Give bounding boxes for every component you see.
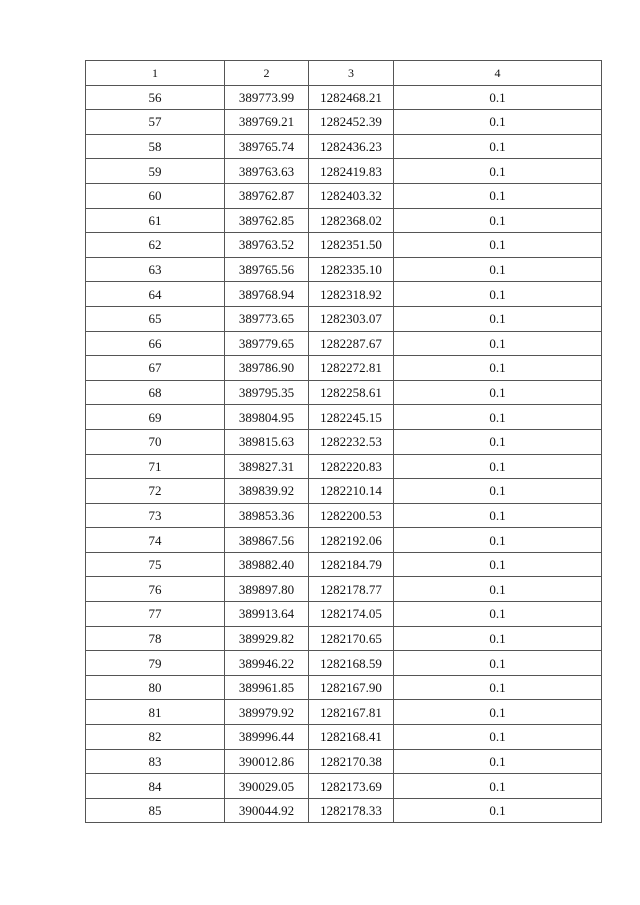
table-cell-col4: 0.1 (394, 454, 602, 479)
table-row (86, 356, 602, 381)
table-cell-col2: 390029.05 (225, 774, 309, 799)
table-cell-col1: 78 (86, 626, 225, 651)
table-cell-col1: 77 (86, 602, 225, 627)
table-cell-col3: 1282192.06 (309, 528, 394, 553)
table-row (86, 380, 602, 405)
table-cell-col3: 1282245.15 (309, 405, 394, 430)
table-cell-col4: 0.1 (394, 183, 602, 208)
table-cell-col4: 0.1 (394, 159, 602, 184)
table-cell-col2: 389815.63 (225, 429, 309, 454)
table-cell-col4: 0.1 (394, 85, 602, 110)
table-cell-col3: 1282335.10 (309, 257, 394, 282)
table-cell-col4: 0.1 (394, 651, 602, 676)
table-cell-col1: 84 (86, 774, 225, 799)
table-cell-col3: 1282303.07 (309, 306, 394, 331)
table-cell-col2: 389762.87 (225, 183, 309, 208)
table-cell-col3: 1282168.41 (309, 725, 394, 750)
table-cell-col4: 0.1 (394, 725, 602, 750)
table-cell-col2: 389946.22 (225, 651, 309, 676)
table-cell-col2: 389913.64 (225, 602, 309, 627)
table-cell-col3: 1282258.61 (309, 380, 394, 405)
table-cell-col4: 0.1 (394, 356, 602, 381)
table-cell-col4: 0.1 (394, 675, 602, 700)
table-header-row (86, 61, 602, 86)
table-row (86, 577, 602, 602)
table-cell-col3: 1282318.92 (309, 282, 394, 307)
table-cell-col2: 389996.44 (225, 725, 309, 750)
table-cell-col4: 0.1 (394, 429, 602, 454)
table-cell-col2: 389839.92 (225, 479, 309, 504)
table-cell-col1: 64 (86, 282, 225, 307)
table-cell-col3: 1282368.02 (309, 208, 394, 233)
table-cell-col3: 1282272.81 (309, 356, 394, 381)
column-header-1: 1 (86, 61, 225, 86)
table-cell-col1: 71 (86, 454, 225, 479)
table-cell-col1: 85 (86, 798, 225, 823)
table-cell-col4: 0.1 (394, 749, 602, 774)
table-cell-col1: 74 (86, 528, 225, 553)
table-cell-col3: 1282351.50 (309, 233, 394, 258)
table-cell-col2: 389762.85 (225, 208, 309, 233)
table-row (86, 134, 602, 159)
table-cell-col2: 390012.86 (225, 749, 309, 774)
table-cell-col2: 389853.36 (225, 503, 309, 528)
table-cell-col3: 1282220.83 (309, 454, 394, 479)
table-cell-col4: 0.1 (394, 503, 602, 528)
table-row (86, 626, 602, 651)
table-cell-col4: 0.1 (394, 134, 602, 159)
table-row (86, 306, 602, 331)
table-row (86, 159, 602, 184)
table-cell-col4: 0.1 (394, 528, 602, 553)
table-cell-col3: 1282468.21 (309, 85, 394, 110)
table-cell-col3: 1282200.53 (309, 503, 394, 528)
table-cell-col2: 389882.40 (225, 552, 309, 577)
column-header-2: 2 (225, 61, 309, 86)
table-cell-col3: 1282403.32 (309, 183, 394, 208)
table-row (86, 503, 602, 528)
table-cell-col2: 389773.65 (225, 306, 309, 331)
table-cell-col4: 0.1 (394, 257, 602, 282)
table-row (86, 479, 602, 504)
table-row (86, 85, 602, 110)
table-cell-col4: 0.1 (394, 331, 602, 356)
table-cell-col1: 60 (86, 183, 225, 208)
column-header-3: 3 (309, 61, 394, 86)
table-cell-col3: 1282168.59 (309, 651, 394, 676)
table-cell-col3: 1282210.14 (309, 479, 394, 504)
table-cell-col2: 389765.74 (225, 134, 309, 159)
table-cell-col1: 63 (86, 257, 225, 282)
table-cell-col2: 390044.92 (225, 798, 309, 823)
table-row (86, 233, 602, 258)
table-cell-col2: 389867.56 (225, 528, 309, 553)
table-cell-col1: 82 (86, 725, 225, 750)
table-cell-col2: 389768.94 (225, 282, 309, 307)
table-row (86, 798, 602, 823)
table-cell-col1: 59 (86, 159, 225, 184)
table-cell-col1: 81 (86, 700, 225, 725)
table-cell-col2: 389769.21 (225, 110, 309, 135)
table-cell-col3: 1282452.39 (309, 110, 394, 135)
table-row (86, 257, 602, 282)
table-row (86, 725, 602, 750)
table-row (86, 602, 602, 627)
table-cell-col1: 61 (86, 208, 225, 233)
table-cell-col2: 389779.65 (225, 331, 309, 356)
table-cell-col1: 79 (86, 651, 225, 676)
table-cell-col2: 389827.31 (225, 454, 309, 479)
table-cell-col1: 72 (86, 479, 225, 504)
table-cell-col3: 1282167.90 (309, 675, 394, 700)
table-row (86, 110, 602, 135)
table-cell-col4: 0.1 (394, 306, 602, 331)
table-cell-col1: 83 (86, 749, 225, 774)
table-cell-col4: 0.1 (394, 405, 602, 430)
table-cell-col3: 1282167.81 (309, 700, 394, 725)
table-row (86, 331, 602, 356)
table-cell-col1: 58 (86, 134, 225, 159)
table-row (86, 183, 602, 208)
table-cell-col1: 62 (86, 233, 225, 258)
table-body (86, 61, 602, 823)
table-cell-col2: 389979.92 (225, 700, 309, 725)
table-cell-col1: 66 (86, 331, 225, 356)
table-cell-col3: 1282232.53 (309, 429, 394, 454)
table-cell-col2: 389929.82 (225, 626, 309, 651)
table-cell-col1: 56 (86, 85, 225, 110)
table-cell-col4: 0.1 (394, 233, 602, 258)
table-row (86, 282, 602, 307)
table-cell-col1: 70 (86, 429, 225, 454)
table-cell-col3: 1282287.67 (309, 331, 394, 356)
table-row (86, 552, 602, 577)
table-cell-col2: 389765.56 (225, 257, 309, 282)
table-cell-col4: 0.1 (394, 774, 602, 799)
table-cell-col4: 0.1 (394, 110, 602, 135)
table-cell-col3: 1282184.79 (309, 552, 394, 577)
table-cell-col4: 0.1 (394, 602, 602, 627)
table-cell-col4: 0.1 (394, 577, 602, 602)
table-cell-col1: 57 (86, 110, 225, 135)
table-cell-col2: 389897.80 (225, 577, 309, 602)
table-cell-col1: 76 (86, 577, 225, 602)
table-cell-col4: 0.1 (394, 479, 602, 504)
column-header-4: 4 (394, 61, 602, 86)
table-cell-col1: 73 (86, 503, 225, 528)
table-row (86, 528, 602, 553)
table-cell-col2: 389795.35 (225, 380, 309, 405)
table-cell-col3: 1282436.23 (309, 134, 394, 159)
table-row (86, 208, 602, 233)
table-cell-col2: 389763.52 (225, 233, 309, 258)
table-cell-col3: 1282178.33 (309, 798, 394, 823)
table-cell-col1: 80 (86, 675, 225, 700)
table-cell-col3: 1282178.77 (309, 577, 394, 602)
table-cell-col3: 1282173.69 (309, 774, 394, 799)
table-cell-col2: 389961.85 (225, 675, 309, 700)
table-row (86, 749, 602, 774)
table-row (86, 405, 602, 430)
table-cell-col3: 1282174.05 (309, 602, 394, 627)
table-cell-col4: 0.1 (394, 380, 602, 405)
table-cell-col1: 68 (86, 380, 225, 405)
table-row (86, 774, 602, 799)
table-cell-col2: 389804.95 (225, 405, 309, 430)
coordinate-table (85, 60, 602, 823)
table-row (86, 454, 602, 479)
table-cell-col2: 389773.99 (225, 85, 309, 110)
table-row (86, 651, 602, 676)
table-cell-col4: 0.1 (394, 626, 602, 651)
table-cell-col2: 389763.63 (225, 159, 309, 184)
table-cell-col4: 0.1 (394, 282, 602, 307)
table-cell-col1: 67 (86, 356, 225, 381)
table-cell-col2: 389786.90 (225, 356, 309, 381)
table-row (86, 429, 602, 454)
table-cell-col3: 1282170.65 (309, 626, 394, 651)
table-cell-col1: 69 (86, 405, 225, 430)
table-cell-col4: 0.1 (394, 798, 602, 823)
table-cell-col3: 1282170.38 (309, 749, 394, 774)
table-cell-col3: 1282419.83 (309, 159, 394, 184)
table-cell-col1: 75 (86, 552, 225, 577)
table-row (86, 700, 602, 725)
table-cell-col4: 0.1 (394, 700, 602, 725)
table-cell-col4: 0.1 (394, 552, 602, 577)
table-row (86, 675, 602, 700)
table-cell-col4: 0.1 (394, 208, 602, 233)
table-cell-col1: 65 (86, 306, 225, 331)
